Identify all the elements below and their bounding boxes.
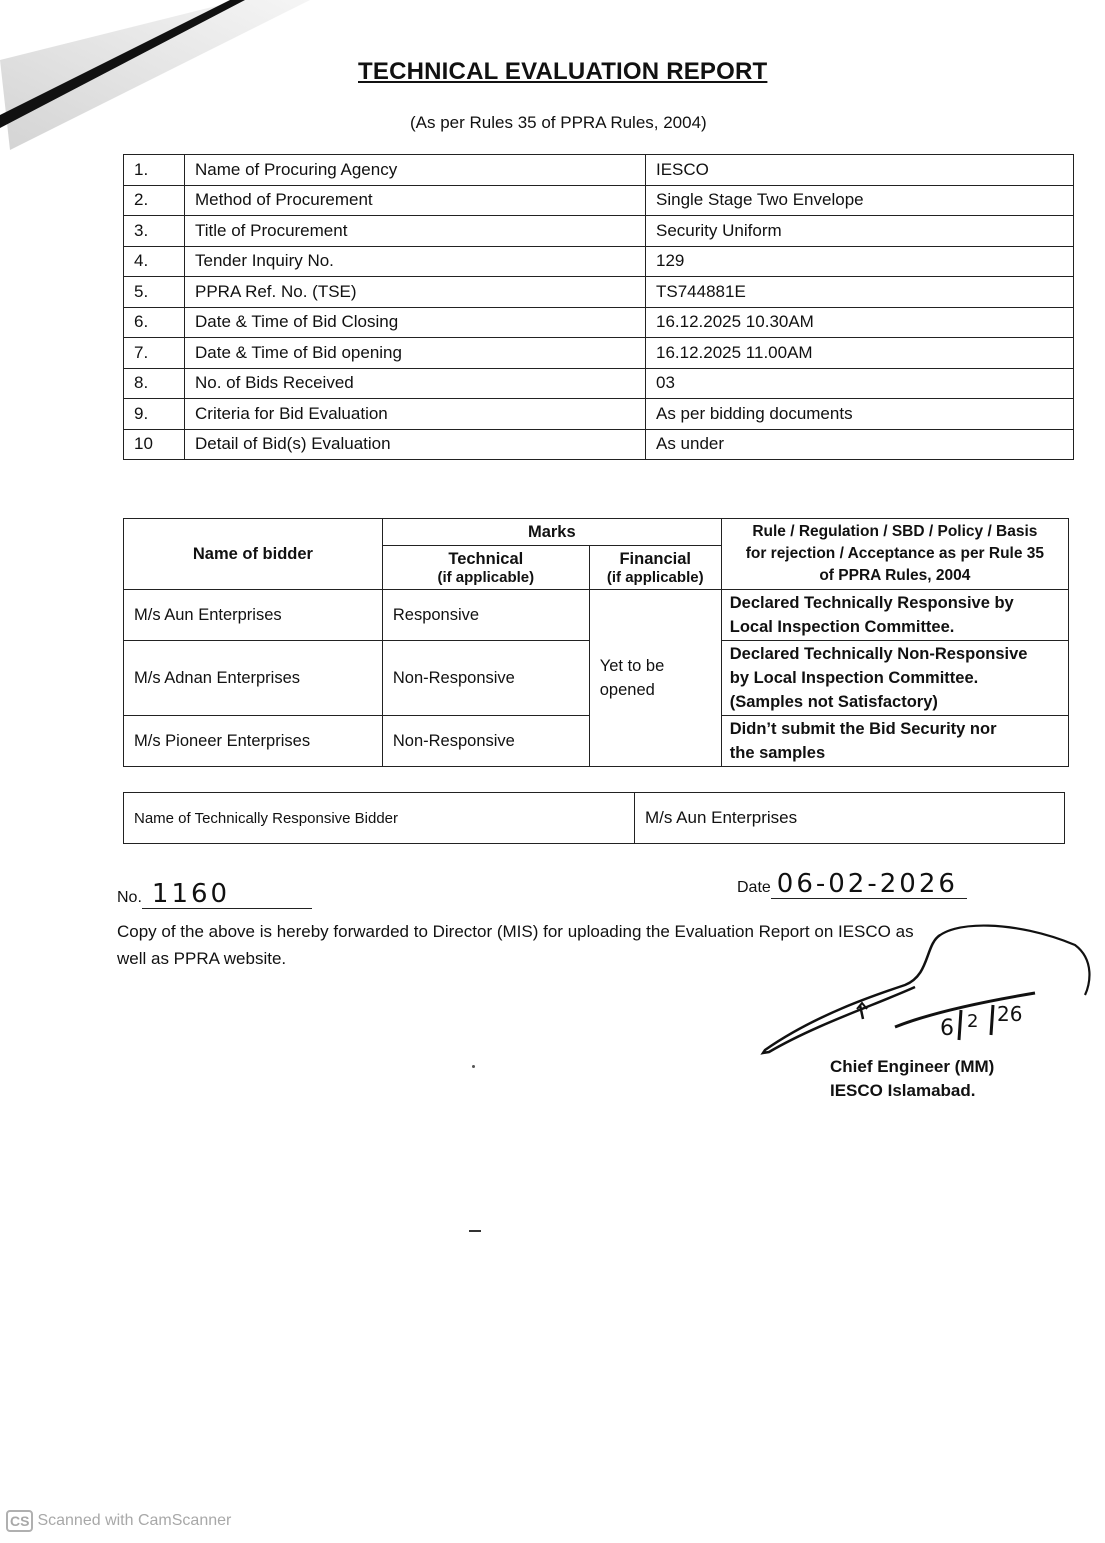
row-label: No. of Bids Received [185, 368, 646, 399]
financial-status: Yet to be opened [589, 590, 721, 767]
reference-date: Date 06-02-2026 [737, 870, 967, 899]
row-number: 3. [124, 216, 185, 247]
row-number: 10 [124, 429, 185, 460]
row-value: 129 [646, 246, 1074, 277]
responsive-bidder-label: Name of Technically Responsive Bidder [124, 793, 635, 844]
table-row [124, 155, 1074, 186]
row-value: IESCO [646, 155, 1074, 186]
row-value: TS744881E [646, 277, 1074, 308]
camscanner-icon: CS [6, 1510, 33, 1532]
header-bidder: Name of bidder [124, 519, 383, 590]
row-number: 5. [124, 277, 185, 308]
table-row [124, 590, 1069, 641]
signature [755, 915, 1105, 1065]
camscanner-watermark: CS Scanned with CamScanner [6, 1510, 231, 1532]
reference-number: No. 1160 [117, 880, 312, 909]
row-number: 8. [124, 368, 185, 399]
row-label: Date & Time of Bid opening [185, 338, 646, 369]
row-value: 03 [646, 368, 1074, 399]
table-row [124, 399, 1074, 430]
handwritten-number: 1160 [142, 880, 312, 909]
responsive-bidder-value: M/s Aun Enterprises [635, 793, 1065, 844]
summary-table [123, 154, 1074, 460]
scan-speck [472, 1065, 475, 1068]
responsive-bidder-table [123, 792, 1065, 844]
row-number: 7. [124, 338, 185, 369]
row-label: Tender Inquiry No. [185, 246, 646, 277]
signatory-block [830, 1055, 994, 1103]
svg-text:26: 26 [997, 1002, 1023, 1026]
table-row [124, 307, 1074, 338]
row-label: Title of Procurement [185, 216, 646, 247]
row-label: Detail of Bid(s) Evaluation [185, 429, 646, 460]
scan-speck [469, 1230, 481, 1232]
row-label: PPRA Ref. No. (TSE) [185, 277, 646, 308]
table-row [124, 185, 1074, 216]
row-label: Criteria for Bid Evaluation [185, 399, 646, 430]
scan-shadow-artifact [0, 0, 340, 160]
row-number: 2. [124, 185, 185, 216]
technical-status: Responsive [382, 590, 589, 641]
bid-evaluation-table [123, 518, 1069, 767]
row-value: Security Uniform [646, 216, 1074, 247]
header-financial: Financial (if applicable) [589, 546, 721, 590]
row-value: As under [646, 429, 1074, 460]
bidder-name: M/s Pioneer Enterprises [124, 716, 383, 767]
table-row [124, 429, 1074, 460]
forwarding-text: Copy of the above is hereby forwarded to Director (MIS) for uploading the Evaluation Report on IESCO as well as PPRA website. [117, 922, 914, 968]
row-value: Single Stage Two Envelope [646, 185, 1074, 216]
page-subtitle: (As per Rules 35 of PPRA Rules, 2004) [410, 113, 707, 132]
table-row [124, 277, 1074, 308]
bidder-name: M/s Aun Enterprises [124, 590, 383, 641]
rule-basis: Didn’t submit the Bid Security nor the samples [721, 716, 1068, 767]
rule-basis: Declared Technically Non-Responsive by Local Inspection Committee. (Samples not Satisfactory) [721, 641, 1068, 716]
handwritten-date: 06-02-2026 [771, 870, 967, 899]
rule-basis: Declared Technically Responsive by Local Inspection Committee. [721, 590, 1068, 641]
table-row [124, 216, 1074, 247]
header-technical: Technical (if applicable) [382, 546, 589, 590]
signatory-title: Chief Engineer (MM) [830, 1057, 995, 1076]
table-row [124, 368, 1074, 399]
row-label: Method of Procurement [185, 185, 646, 216]
technical-status: Non-Responsive [382, 716, 589, 767]
row-number: 4. [124, 246, 185, 277]
page-title: TECHNICAL EVALUATION REPORT [358, 58, 768, 85]
table-row [124, 338, 1074, 369]
technical-status: Non-Responsive [382, 641, 589, 716]
row-value: 16.12.2025 10.30AM [646, 307, 1074, 338]
header-rule-basis: Rule / Regulation / SBD / Policy / Basis for rejection / Acceptance as per Rule 35 of PPRA Rules, 2004 [721, 519, 1068, 590]
row-label: Name of Procuring Agency [185, 155, 646, 186]
row-number: 6. [124, 307, 185, 338]
bidder-name: M/s Adnan Enterprises [124, 641, 383, 716]
row-value: As per bidding documents [646, 399, 1074, 430]
header-marks: Marks [382, 519, 721, 546]
svg-text:2: 2 [967, 1011, 979, 1032]
table-row [124, 793, 1065, 844]
row-number: 9. [124, 399, 185, 430]
row-value: 16.12.2025 11.00AM [646, 338, 1074, 369]
row-label: Date & Time of Bid Closing [185, 307, 646, 338]
handwritten-sign-date: 6 [940, 1016, 954, 1041]
row-number: 1. [124, 155, 185, 186]
signatory-office: IESCO Islamabad. [830, 1081, 976, 1100]
table-row [124, 246, 1074, 277]
